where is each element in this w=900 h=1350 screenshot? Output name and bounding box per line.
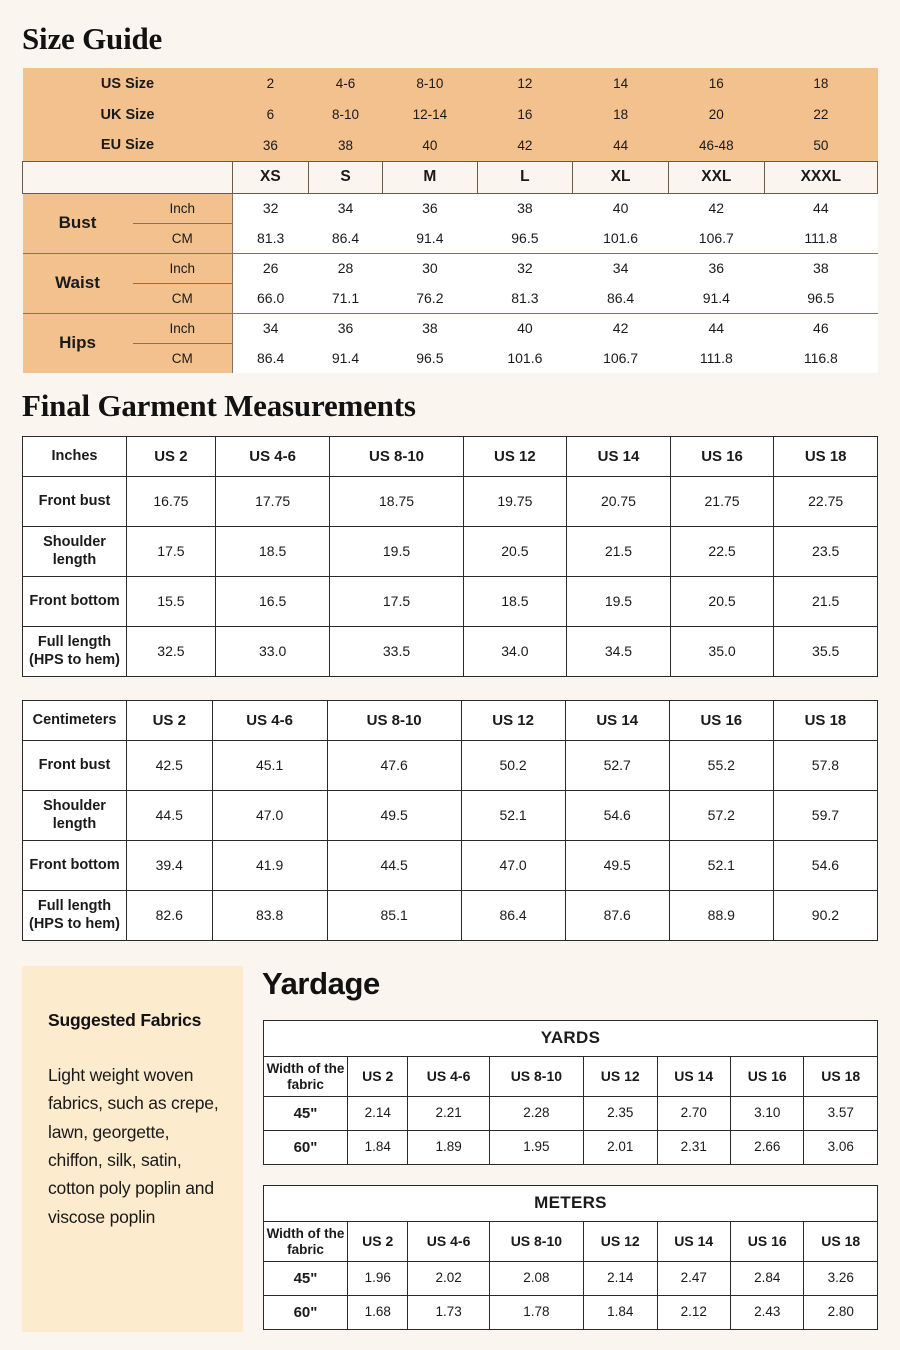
row-label: 45": [264, 1097, 348, 1131]
cell: 47.0: [212, 791, 327, 841]
column-header: US 4-6: [408, 1057, 489, 1097]
column-header-width-of-fabric: Width of the fabric: [264, 1222, 348, 1262]
cell: 12: [477, 68, 573, 99]
cell: 3.57: [804, 1097, 878, 1131]
size-guide-table: [22, 68, 878, 373]
cell: 111.8: [668, 343, 764, 373]
column-header: US 16: [730, 1057, 803, 1097]
cell: 36: [383, 193, 477, 223]
cell: 18.5: [215, 527, 330, 577]
cell: 46-48: [668, 130, 764, 161]
cell: 2.84: [730, 1262, 803, 1296]
row-label-us-size: US Size: [23, 68, 233, 99]
cell: 2.01: [584, 1131, 657, 1165]
table-row: [23, 527, 878, 577]
table-row-us-size: [23, 68, 878, 99]
cell: 34.5: [567, 627, 671, 677]
cell: 2.21: [408, 1097, 489, 1131]
cell: 34: [573, 253, 669, 283]
cell: 85.1: [327, 891, 461, 941]
cell: 22.75: [774, 477, 878, 527]
cell: 66.0: [233, 283, 309, 313]
column-header: US 8-10: [489, 1222, 583, 1262]
final-garment-centimeters-table: [22, 700, 878, 941]
cell: 20.5: [670, 577, 774, 627]
cell: 45.1: [212, 741, 327, 791]
suggested-fabrics-panel: [22, 966, 243, 1332]
cell: 17.75: [215, 477, 330, 527]
cell: 91.4: [308, 343, 382, 373]
row-label: 60": [264, 1131, 348, 1165]
cell: 50: [764, 130, 877, 161]
table-row-waist-cm: [23, 283, 878, 313]
cell: 16.75: [127, 477, 216, 527]
table-row: [23, 577, 878, 627]
cell: 22: [764, 99, 877, 130]
row-label-uk-size: UK Size: [23, 99, 233, 130]
cell: 6: [233, 99, 309, 130]
table-row: [23, 741, 878, 791]
yardage-meters-table: [263, 1185, 878, 1330]
column-header: US 2: [127, 701, 213, 741]
suggested-fabrics-body: Light weight woven fabrics, such as crepe, lawn, georgette, chiffon, silk, satin, cotton poly poplin and viscose poplin: [48, 1065, 219, 1227]
cell: 96.5: [383, 343, 477, 373]
cell: 106.7: [573, 343, 669, 373]
cell: 20.5: [463, 527, 567, 577]
table-row-uk-size: [23, 99, 878, 130]
cell: 81.3: [233, 223, 309, 253]
column-header: US 12: [584, 1222, 657, 1262]
table-row-bust-inch: [23, 193, 878, 223]
cell: 101.6: [477, 343, 573, 373]
column-header-xl: XL: [573, 161, 669, 193]
table-header-row: [23, 437, 878, 477]
table-row-hips-cm: [23, 343, 878, 373]
cell: 28: [308, 253, 382, 283]
row-label: Front bust: [23, 741, 127, 791]
column-header: US 14: [657, 1057, 730, 1097]
cell: 18: [764, 68, 877, 99]
cell: 49.5: [565, 841, 669, 891]
column-header: US 12: [463, 437, 567, 477]
cell: 55.2: [669, 741, 773, 791]
table-caption-yards: YARDS: [264, 1021, 878, 1057]
cell: 2.66: [730, 1131, 803, 1165]
unit-label-cm: CM: [133, 223, 233, 253]
cell: 21.75: [670, 477, 774, 527]
table-header-row: [264, 1057, 878, 1097]
cell: 44: [573, 130, 669, 161]
cell: 38: [383, 313, 477, 343]
cell: 86.4: [461, 891, 565, 941]
cell: 42: [668, 193, 764, 223]
table-row: [23, 841, 878, 891]
cell: 86.4: [233, 343, 309, 373]
row-label-eu-size: EU Size: [23, 130, 233, 161]
cell: 42: [573, 313, 669, 343]
cell: 19.75: [463, 477, 567, 527]
cell: 71.1: [308, 283, 382, 313]
table-row: [264, 1296, 878, 1330]
cell: 16: [477, 99, 573, 130]
cell: 44.5: [327, 841, 461, 891]
section-title-yardage: Yardage: [262, 966, 380, 1001]
cell: 3.10: [730, 1097, 803, 1131]
column-header: US 14: [565, 701, 669, 741]
table-row: [264, 1097, 878, 1131]
column-header-unit: Inches: [23, 437, 127, 477]
row-label: 60": [264, 1296, 348, 1330]
cell: 46: [764, 313, 877, 343]
cell: 38: [477, 193, 573, 223]
row-label-hips: Hips: [23, 313, 133, 373]
table-row: [23, 477, 878, 527]
column-header: US 18: [773, 701, 877, 741]
cell: 17.5: [330, 577, 463, 627]
column-header: US 16: [670, 437, 774, 477]
cell: 8-10: [383, 68, 477, 99]
cell: 36: [668, 253, 764, 283]
cell: 2.14: [348, 1097, 408, 1131]
cell: 59.7: [773, 791, 877, 841]
cell: 20: [668, 99, 764, 130]
column-header: US 16: [730, 1222, 803, 1262]
table-row-letter-sizes: [23, 161, 878, 193]
cell: 47.6: [327, 741, 461, 791]
cell: 1.96: [348, 1262, 408, 1296]
cell: 47.0: [461, 841, 565, 891]
cell: 34: [308, 193, 382, 223]
cell: 2.70: [657, 1097, 730, 1131]
row-label: Front bottom: [23, 577, 127, 627]
row-label: 45": [264, 1262, 348, 1296]
cell: 2.47: [657, 1262, 730, 1296]
table-row: [264, 1262, 878, 1296]
cell: 38: [308, 130, 382, 161]
cell: 2.31: [657, 1131, 730, 1165]
table-row: [23, 891, 878, 941]
cell: 12-14: [383, 99, 477, 130]
column-header: US 12: [584, 1057, 657, 1097]
cell: 40: [477, 313, 573, 343]
cell: 32.5: [127, 627, 216, 677]
column-header: US 8-10: [489, 1057, 583, 1097]
cell: 36: [233, 130, 309, 161]
row-label-waist: Waist: [23, 253, 133, 313]
cell-empty: [23, 161, 133, 193]
cell: 82.6: [127, 891, 213, 941]
cell: 41.9: [212, 841, 327, 891]
cell: 52.7: [565, 741, 669, 791]
column-header: US 14: [657, 1222, 730, 1262]
cell: 14: [573, 68, 669, 99]
column-header-l: L: [477, 161, 573, 193]
row-label: Front bust: [23, 477, 127, 527]
cell: 1.95: [489, 1131, 583, 1165]
cell: 2.80: [804, 1296, 878, 1330]
cell: 57.2: [669, 791, 773, 841]
cell: 2.43: [730, 1296, 803, 1330]
cell: 42: [477, 130, 573, 161]
section-title-final-garment-measurements: Final Garment Measurements: [22, 388, 416, 423]
cell: 3.26: [804, 1262, 878, 1296]
cell: 33.5: [330, 627, 463, 677]
cell: 15.5: [127, 577, 216, 627]
cell-empty: [133, 161, 233, 193]
final-garment-inches-table: [22, 436, 878, 677]
cell: 4-6: [308, 68, 382, 99]
row-label: Full length (HPS to hem): [23, 891, 127, 941]
cell: 1.84: [584, 1296, 657, 1330]
cell: 32: [477, 253, 573, 283]
cell: 22.5: [670, 527, 774, 577]
cell: 54.6: [773, 841, 877, 891]
cell: 116.8: [764, 343, 877, 373]
cell: 8-10: [308, 99, 382, 130]
cell: 44: [668, 313, 764, 343]
cell: 81.3: [477, 283, 573, 313]
cell: 2.02: [408, 1262, 489, 1296]
table-caption-meters: METERS: [264, 1186, 878, 1222]
table-row-waist-inch: [23, 253, 878, 283]
cell: 2.35: [584, 1097, 657, 1131]
cell: 86.4: [573, 283, 669, 313]
column-header: US 2: [348, 1057, 408, 1097]
size-guide-measurements-group: [23, 193, 878, 373]
column-header: US 18: [774, 437, 878, 477]
cell: 16.5: [215, 577, 330, 627]
table-header-row: [264, 1222, 878, 1262]
cell: 96.5: [764, 283, 877, 313]
column-header: US 4-6: [215, 437, 330, 477]
page-title-size-guide: Size Guide: [22, 21, 163, 56]
cell: 44.5: [127, 791, 213, 841]
row-label: Front bottom: [23, 841, 127, 891]
cell: 40: [383, 130, 477, 161]
cell: 49.5: [327, 791, 461, 841]
cell: 2.12: [657, 1296, 730, 1330]
cell: 35.5: [774, 627, 878, 677]
cell: 2.08: [489, 1262, 583, 1296]
cell: 91.4: [383, 223, 477, 253]
cell: 106.7: [668, 223, 764, 253]
cell: 111.8: [764, 223, 877, 253]
cell: 87.6: [565, 891, 669, 941]
column-header: US 4-6: [408, 1222, 489, 1262]
column-header: US 2: [348, 1222, 408, 1262]
cell: 35.0: [670, 627, 774, 677]
cell: 52.1: [461, 791, 565, 841]
size-guide-letter-size-group: [23, 161, 878, 193]
cell: 1.78: [489, 1296, 583, 1330]
row-label-bust: Bust: [23, 193, 133, 253]
cell: 34.0: [463, 627, 567, 677]
column-header: US 4-6: [212, 701, 327, 741]
cell: 21.5: [774, 577, 878, 627]
cell: 54.6: [565, 791, 669, 841]
cell: 1.68: [348, 1296, 408, 1330]
cell: 40: [573, 193, 669, 223]
column-header: US 2: [127, 437, 216, 477]
table-caption-row: [264, 1021, 878, 1057]
unit-label-inch: Inch: [133, 253, 233, 283]
cell: 2.28: [489, 1097, 583, 1131]
table-row-eu-size: [23, 130, 878, 161]
table-row: [23, 627, 878, 677]
cell: 39.4: [127, 841, 213, 891]
cell: 50.2: [461, 741, 565, 791]
unit-label-cm: CM: [133, 343, 233, 373]
row-label: Shoulder length: [23, 791, 127, 841]
cell: 52.1: [669, 841, 773, 891]
cell: 101.6: [573, 223, 669, 253]
column-header: US 18: [804, 1222, 878, 1262]
cell: 30: [383, 253, 477, 283]
cell: 42.5: [127, 741, 213, 791]
table-caption-row: [264, 1186, 878, 1222]
cell: 33.0: [215, 627, 330, 677]
size-guide-international-group: [23, 68, 878, 161]
cell: 44: [764, 193, 877, 223]
table-row: [23, 791, 878, 841]
table-header-row: [23, 701, 878, 741]
cell: 1.84: [348, 1131, 408, 1165]
table-row-bust-cm: [23, 223, 878, 253]
cell: 2: [233, 68, 309, 99]
column-header-xs: XS: [233, 161, 309, 193]
cell: 88.9: [669, 891, 773, 941]
cell: 57.8: [773, 741, 877, 791]
column-header: US 14: [567, 437, 671, 477]
cell: 91.4: [668, 283, 764, 313]
cell: 18.75: [330, 477, 463, 527]
cell: 96.5: [477, 223, 573, 253]
cell: 38: [764, 253, 877, 283]
cell: 2.14: [584, 1262, 657, 1296]
cell: 17.5: [127, 527, 216, 577]
column-header: US 8-10: [330, 437, 463, 477]
column-header: US 8-10: [327, 701, 461, 741]
column-header: US 18: [804, 1057, 878, 1097]
cell: 76.2: [383, 283, 477, 313]
column-header: US 16: [669, 701, 773, 741]
column-header-xxxl: XXXL: [764, 161, 877, 193]
unit-label-cm: CM: [133, 283, 233, 313]
cell: 23.5: [774, 527, 878, 577]
column-header-xxl: XXL: [668, 161, 764, 193]
yardage-yards-table: [263, 1020, 878, 1165]
cell: 16: [668, 68, 764, 99]
cell: 20.75: [567, 477, 671, 527]
column-header: US 12: [461, 701, 565, 741]
cell: 19.5: [567, 577, 671, 627]
table-row: [264, 1131, 878, 1165]
cell: 3.06: [804, 1131, 878, 1165]
unit-label-inch: Inch: [133, 193, 233, 223]
cell: 90.2: [773, 891, 877, 941]
row-label: Shoulder length: [23, 527, 127, 577]
cell: 83.8: [212, 891, 327, 941]
cell: 1.73: [408, 1296, 489, 1330]
unit-label-inch: Inch: [133, 313, 233, 343]
cell: 36: [308, 313, 382, 343]
column-header-m: M: [383, 161, 477, 193]
cell: 21.5: [567, 527, 671, 577]
suggested-fabrics-heading: Suggested Fabrics: [48, 1010, 202, 1030]
cell: 18: [573, 99, 669, 130]
table-row-hips-inch: [23, 313, 878, 343]
cell: 86.4: [308, 223, 382, 253]
cell: 18.5: [463, 577, 567, 627]
cell: 1.89: [408, 1131, 489, 1165]
cell: 34: [233, 313, 309, 343]
cell: 19.5: [330, 527, 463, 577]
cell: 26: [233, 253, 309, 283]
row-label: Full length (HPS to hem): [23, 627, 127, 677]
column-header-unit: Centimeters: [23, 701, 127, 741]
column-header-width-of-fabric: Width of the fabric: [264, 1057, 348, 1097]
cell: 32: [233, 193, 309, 223]
column-header-s: S: [308, 161, 382, 193]
